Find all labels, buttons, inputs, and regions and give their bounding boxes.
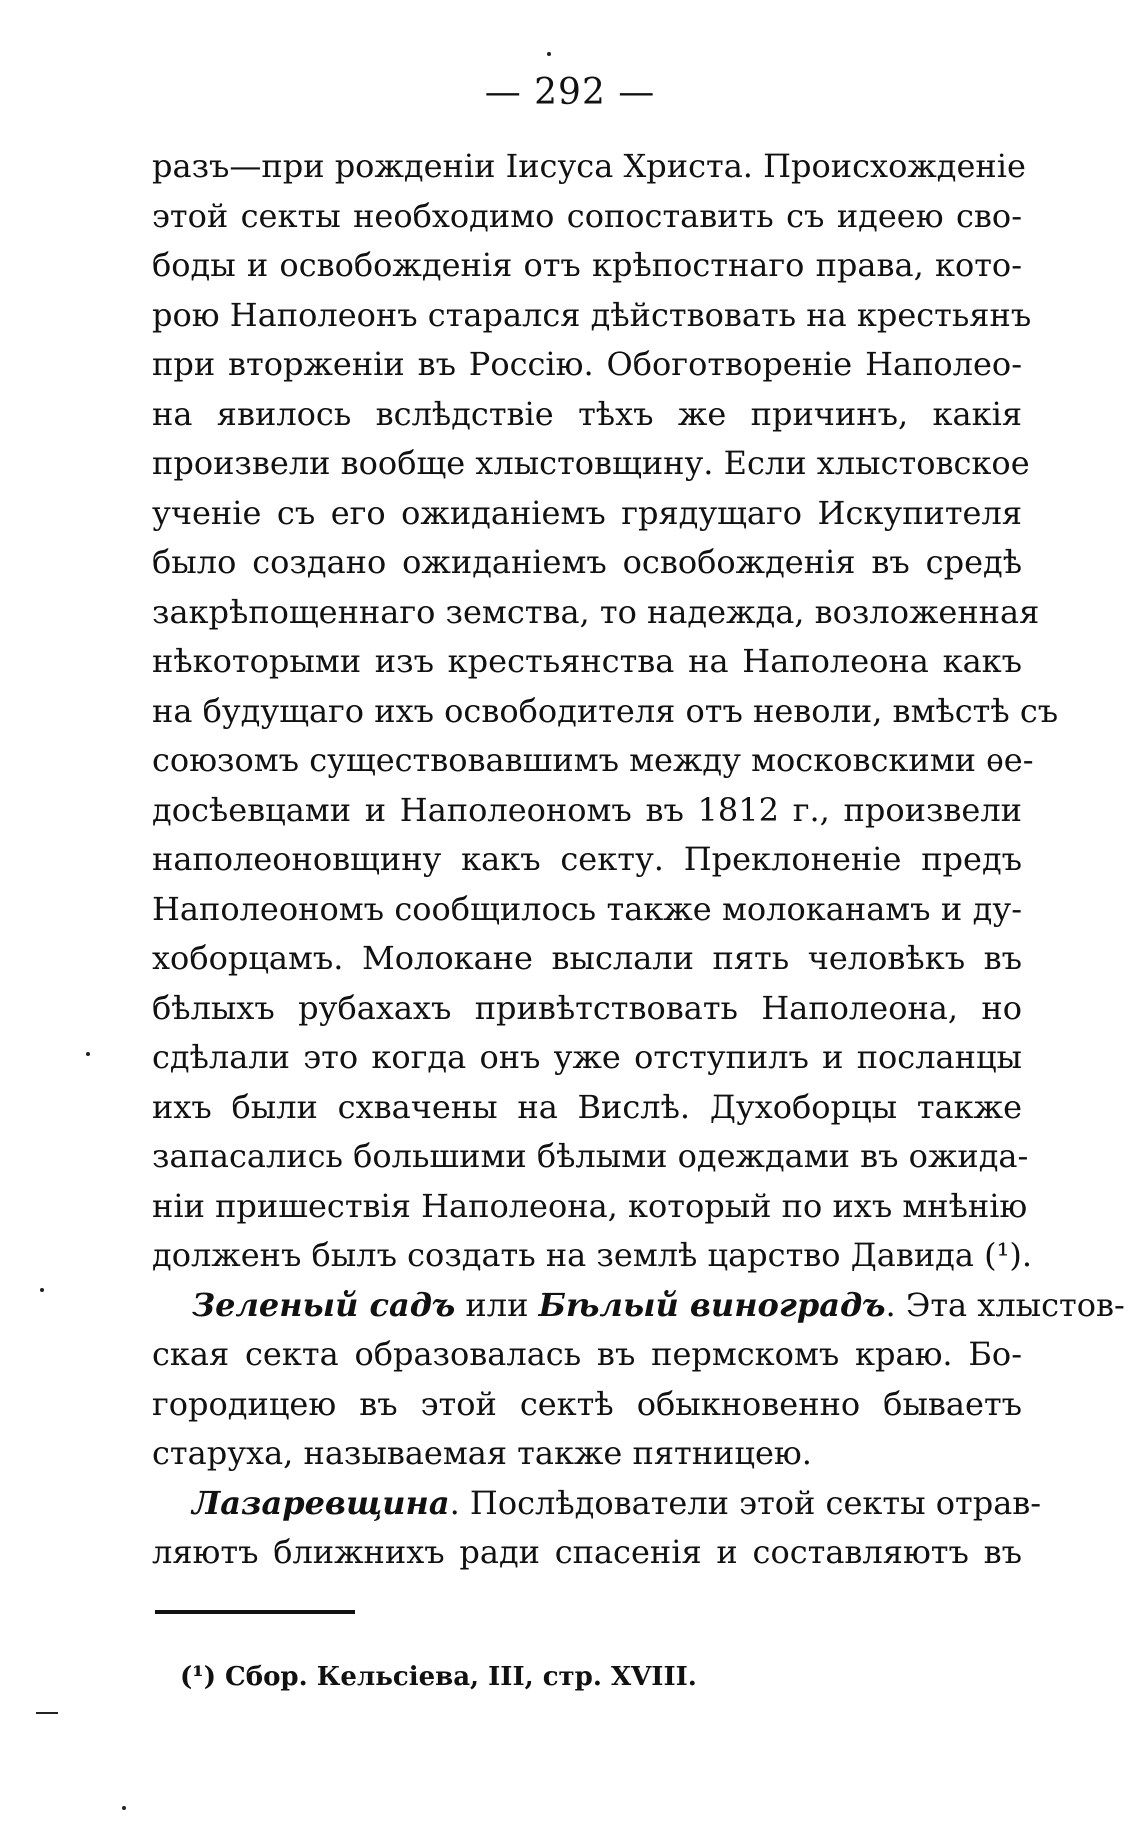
- text-line: [152, 736, 1034, 786]
- text-line: [152, 786, 1022, 836]
- text-line: [152, 291, 1032, 341]
- page-number: — 292 —: [484, 72, 656, 113]
- text-line: [152, 885, 1022, 935]
- text-line: [152, 1330, 1022, 1380]
- text-line: [152, 390, 1022, 440]
- text-line: [152, 489, 1022, 539]
- italic-heading: Зеленый садъ: [192, 1285, 456, 1324]
- text-line: [152, 1479, 1042, 1529]
- scan-dash: [36, 1712, 58, 1714]
- text-segment: на явилось вслѣдствіе тѣхъ же причинъ, какія: [152, 394, 1022, 433]
- text-line: [152, 241, 1022, 291]
- text-line: [152, 1231, 1033, 1281]
- text-line: [152, 1083, 1022, 1133]
- text-segment: сдѣлали это когда онъ уже отступилъ и посланцы: [152, 1038, 1022, 1076]
- text-segment: . Послѣдователи этой секты отрав-: [449, 1483, 1042, 1522]
- text-line: [152, 637, 1022, 687]
- text-segment: запасались большими бѣлыми одеждами въ ожида-: [152, 1137, 1029, 1175]
- text-line: [152, 1429, 1022, 1479]
- text-line: [152, 984, 1022, 1034]
- text-segment: на будущаго ихъ освободителя отъ неволи, вмѣстѣ съ: [152, 691, 1059, 730]
- text-line: [152, 588, 1040, 638]
- italic-heading: Бѣлый виноградъ: [538, 1285, 886, 1324]
- italic-heading: Лазаревщина: [192, 1483, 450, 1522]
- text-segment: досѣевцами и Наполеономъ въ 1812 г., произвели: [152, 790, 1022, 829]
- text-segment: ніи пришествія Наполеона, который по ихъ мнѣнію: [152, 1186, 1028, 1225]
- text-segment: ляютъ ближнихъ ради спасенія и составляютъ въ: [152, 1533, 1022, 1571]
- text-segment: боды и освобожденія отъ крѣпостнаго права, кото-: [152, 246, 1022, 284]
- text-segment: наполеоновщину какъ секту. Преклоненіе предъ: [152, 840, 1022, 878]
- text-segment: было создано ожиданіемъ освобожденія въ средѣ: [152, 543, 1022, 581]
- scan-speck: [40, 1288, 44, 1292]
- text-line: [152, 1528, 1022, 1578]
- footnote-rule: [155, 1610, 355, 1614]
- text-segment: нѣкоторыми изъ крестьянства на Наполеона какъ: [152, 642, 1022, 680]
- text-segment: городицею въ этой сектѣ обыкновенно бываетъ: [152, 1384, 1022, 1423]
- text-segment: бѣлыхъ рубахахъ привѣтствовать Наполеона, но: [152, 988, 1022, 1027]
- footnote: (¹) Сбор. Кельсіева, III, стр. XVIII.: [180, 1662, 697, 1692]
- text-segment: произвели вообще хлыстовщину. Если хлыстовское: [152, 444, 1030, 482]
- text-line: [152, 934, 1022, 984]
- text-segment: ученіе съ его ожиданіемъ грядущаго Искупителя: [152, 493, 1022, 532]
- text-segment: ская секта образовалась въ пермскомъ краю. Бо-: [152, 1335, 1022, 1373]
- text-segment: рою Наполеонъ старался дѣйствовать на крестьянъ: [152, 295, 1032, 334]
- text-line: [152, 192, 1022, 242]
- text-segment: при вторженіи въ Россію. Обоготвореніе Наполео-: [152, 345, 1022, 383]
- scan-speck: [122, 1806, 126, 1810]
- text-line: [152, 1281, 1125, 1331]
- text-line: [152, 835, 1022, 885]
- text-segment: старуха, называемая также пятницею.: [152, 1434, 812, 1472]
- text-line: [152, 1182, 1028, 1232]
- text-line: [152, 1380, 1022, 1430]
- text-segment: Наполеономъ сообщилось также молоканамъ и ду-: [152, 889, 1022, 928]
- scan-speck: [86, 1052, 90, 1056]
- text-segment: союзомъ существовавшимъ между московскими ѳе-: [152, 741, 1034, 779]
- text-segment: закрѣпощеннаго земства, то надежда, возложенная: [152, 592, 1040, 631]
- text-line: [152, 142, 1026, 192]
- text-line: [152, 1132, 1029, 1182]
- text-line: [152, 538, 1022, 588]
- text-line: [152, 439, 1030, 489]
- scan-speck: [547, 52, 551, 56]
- text-segment: этой секты необходимо сопоставить съ идеею сво-: [152, 196, 1022, 235]
- text-segment: ихъ были схвачены на Вислѣ. Духоборцы также: [152, 1087, 1022, 1126]
- text-segment: . Эта хлыстов-: [885, 1285, 1125, 1324]
- text-line: [152, 340, 1022, 390]
- text-line: [152, 687, 1059, 737]
- text-segment: хоборцамъ. Молокане выслали пять человѣкъ въ: [152, 939, 1022, 977]
- text-segment: долженъ былъ создать на землѣ царство Давида (¹).: [152, 1236, 1033, 1274]
- body-text: [152, 142, 1125, 1578]
- text-segment: разъ—при рожденіи Іисуса Христа. Происхожденіе: [152, 147, 1026, 185]
- text-segment: или: [455, 1285, 539, 1324]
- text-line: [152, 1033, 1022, 1083]
